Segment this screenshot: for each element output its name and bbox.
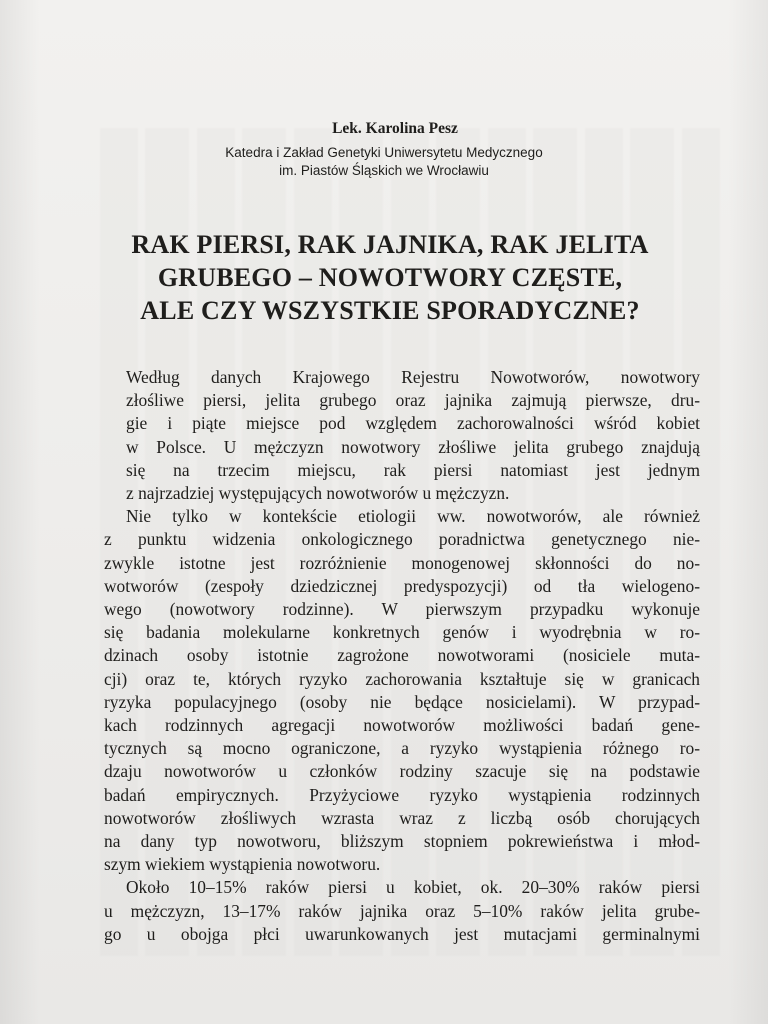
affiliation-line: Katedra i Zakład Genetyki Uniwersytetu Medycznego xyxy=(225,145,543,160)
paragraph xyxy=(104,876,700,946)
affiliation-line: im. Piastów Śląskich we Wrocławiu xyxy=(279,163,489,178)
text-line: badań empirycznych. Przyżyciowe ryzyko wystąpienia rodzinnych xyxy=(104,784,700,805)
text-line: u mężczyzn, 13–17% raków jajnika oraz 5–10% raków jelita grube- xyxy=(104,900,700,921)
text-line: na dany typ nowotworu, bliższym stopniem pokrewieństwa i młod- xyxy=(104,831,700,852)
author-block xyxy=(0,118,768,180)
text-line: szym wiekiem wystąpienia nowotworu. xyxy=(104,854,381,875)
text-line: zwykle istotne jest rozróżnienie monogenowej skłonności do no- xyxy=(104,552,700,573)
text-line: Około 10–15% raków piersi u kobiet, ok. 20–30% raków piersi xyxy=(126,877,700,898)
text-line: Według danych Krajowego Rejestru Nowotworów, nowotwory xyxy=(126,367,700,387)
text-line: dzinach osoby istotnie zagrożone nowotworami (nosiciele muta- xyxy=(104,645,700,666)
text-line: z najrzadziej występujących nowotworów u mężczyzn. xyxy=(126,483,510,504)
title-line: GRUBEGO – NOWOTWORY CZĘSTE, xyxy=(157,263,623,292)
text-line: w Polsce. U mężczyzn nowotwory złośliwe jelita grubego znajdują xyxy=(126,436,700,457)
text-line: Nie tylko w kontekście etiologii ww. nowotworów, ale również xyxy=(126,506,700,527)
text-line: się na trzecim miejscu, rak piersi natomiast jest jednym xyxy=(126,459,700,480)
text-line: nowotworów złośliwych wzrasta wraz z liczbą osób chorujących xyxy=(104,807,700,828)
text-line: wotworów (zespoły dziedzicznej predyspozycji) od tła wielogeno- xyxy=(104,575,700,596)
text-line: się badania molekularne konkretnych genów i wyodrębnia w ro- xyxy=(104,622,700,643)
author-name: Lek. Karolina Pesz xyxy=(332,120,458,137)
text-line: tycznych są mocno ograniczone, a ryzyko wystąpienia różnego ro- xyxy=(104,738,700,759)
title-line: RAK PIERSI, RAK JAJNIKA, RAK JELITA xyxy=(131,230,649,259)
article-body xyxy=(104,366,700,946)
text-line: cji) oraz te, których ryzyko zachorowania kształtuje się w granicach xyxy=(104,668,700,689)
text-line: go u obojga płci uwarunkowanych jest mutacjami germinalnymi xyxy=(104,923,700,944)
text-line: kach rodzinnych agregacji nowotworów możliwości badań gene- xyxy=(104,715,700,736)
paragraph xyxy=(104,366,700,505)
paragraph xyxy=(104,505,700,876)
text-line: dzaju nowotworów u członków rodziny szacuje się na podstawie xyxy=(104,761,700,782)
text-line: złośliwe piersi, jelita grubego oraz jajnika zajmują pierwsze, dru- xyxy=(126,390,700,411)
text-line: ryzyka populacyjnego (osoby nie będące nosicielami). W przypad- xyxy=(104,691,700,712)
text-line: gie i piąte miejsce pod względem zachorowalności wśród kobiet xyxy=(126,413,700,434)
text-line: wego (nowotwory rodzinne). W pierwszym przypadku wykonuje xyxy=(104,599,700,620)
text-line: z punktu widzenia onkologicznego poradnictwa genetycznego nie- xyxy=(104,529,700,550)
title-line: ALE CZY WSZYSTKIE SPORADYCZNE? xyxy=(140,296,640,325)
affiliation xyxy=(0,144,768,180)
article-title xyxy=(0,228,768,327)
